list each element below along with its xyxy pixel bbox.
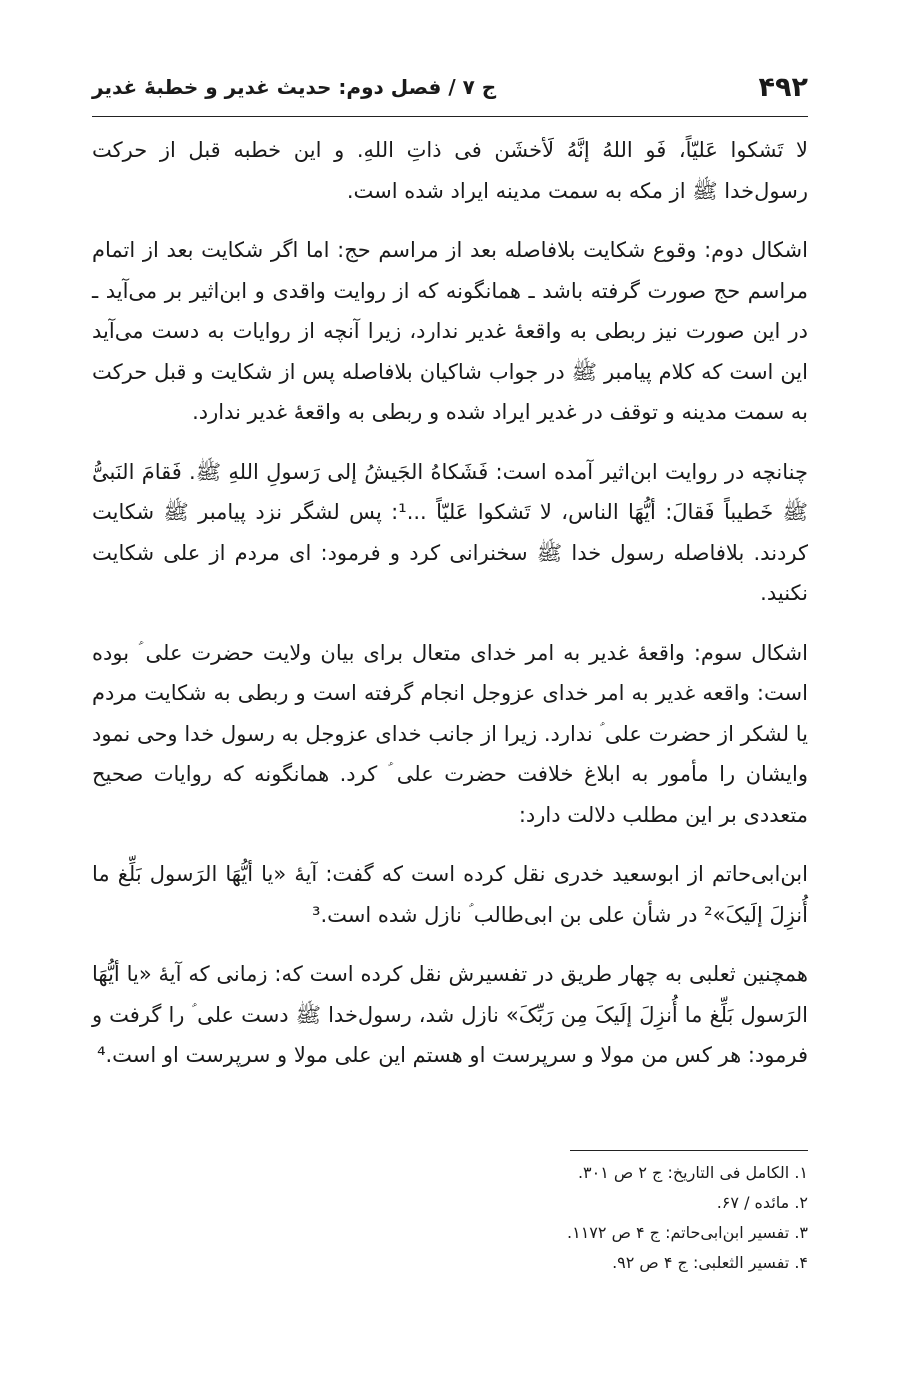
footnote-3: ۳. تفسیر ابن‌ابی‌حاتم: ج ۴ ص ۱۱۷۲. <box>567 1223 808 1242</box>
paragraph-3: چنانچه در روایت ابن‌اثیر آمده است: فَشَکاهُ الجَیشُ إلی رَسولِ اللهِ ﷺ. فَقامَ النَبیُّ ﷺ خَطیباً فَقالَ: أیُّهَا الناس، لا تَشکوا عَلیّاً ...¹: پس لشگر نزد پیامبر ﷺ شکایت کردند. بلافاصله رسول خدا ﷺ سخنرانی کرد و فرمود: ای مردم از علی شکایت نکنید. <box>92 459 808 605</box>
paragraph-4: اشکال سوم: واقعهٔ غدیر به امر خدای متعال برای بیان ولایت حضرت علی ؑ بوده است: واقعه غدیر به امر خدای عزوجل انجام گرفته است و ربطی به شکایت مردم یا لشکر از حضرت علی ؑ ندارد. زیرا از جانب خدای عزوجل به رسول خدا وحی نمود وایشان را مأمور به ابلاغ خلافت حضرت علی ؑ کرد. همانگونه که روایات صحیح متعددی بر این مطلب دلالت دارد: <box>92 640 808 827</box>
paragraph-5: ابن‌ابی‌حاتم از ابوسعید خدری نقل کرده است که گفت: آیهٔ «یا أیُّهَا الرَسول بَلِّغ ما أُنزِلَ إلَیکَ»² در شأن علی بن ابی‌طالب ؑ نازل شده است.³ <box>92 862 808 927</box>
footnote-1: ۱. الکامل فی التاریخ: ج ۲ ص ۳۰۱. <box>577 1163 808 1182</box>
paragraph-1: لا تَشکوا عَلیّاً، فَو اللهُ إنَّهُ لَأخشَن فی ذاتِ اللهِ. و این خطبه قبل از حرکت رسول‌خدا ﷺ از مکه به سمت مدینه ایراد شده است. <box>92 138 808 203</box>
paragraph-6: همچنین ثعلبی به چهار طریق در تفسیرش نقل کرده است که: زمانی که آیهٔ «یا أیُّهَا الرَسول بَلِّغ ما أُنزِلَ إلَیکَ مِن رَبِّکَ» نازل شد، رسول‌خدا ﷺ دست علی ؑ را گرفت و فرمود: هر کس من مولا و سرپرست او هستم این علی مولا و سرپرست او است.⁴ <box>92 962 808 1067</box>
header-rule <box>92 116 808 117</box>
footnote-2: ۲. مائده / ۶۷. <box>716 1193 808 1212</box>
paragraph-2: اشکال دوم: وقوع شکایت بلافاصله بعد از مراسم حج: اما اگر شکایت بعد از اتمام مراسم حج صورت گرفته باشد ـ همانگونه که از روایت واقدی و ابن‌اثیر بر می‌آید ـ در این صورت نیز ربطی به واقعهٔ غدیر ندارد، زیرا آنچه از روایات به دست می‌آید این است که کلام پیامبر ﷺ در جواب شاکیان بلافاصله پس از شکایت و قبل حرکت به سمت مدینه و توقف در غدیر ایراد شده و ربطی به واقعهٔ غدیر ندارد. <box>92 238 808 424</box>
footnote-4: ۴. تفسیر الثعلبی: ج ۴ ص ۹۲. <box>612 1253 808 1272</box>
footnote-rule <box>570 1150 808 1151</box>
footnotes <box>92 1158 808 1278</box>
page-header <box>92 62 808 112</box>
page-number: ۴۹۲ <box>758 71 808 103</box>
running-title: ج ۷ / فصل دوم: حدیث غدیر و خطبهٔ غدیر <box>92 75 497 99</box>
page-body <box>92 130 808 1095</box>
